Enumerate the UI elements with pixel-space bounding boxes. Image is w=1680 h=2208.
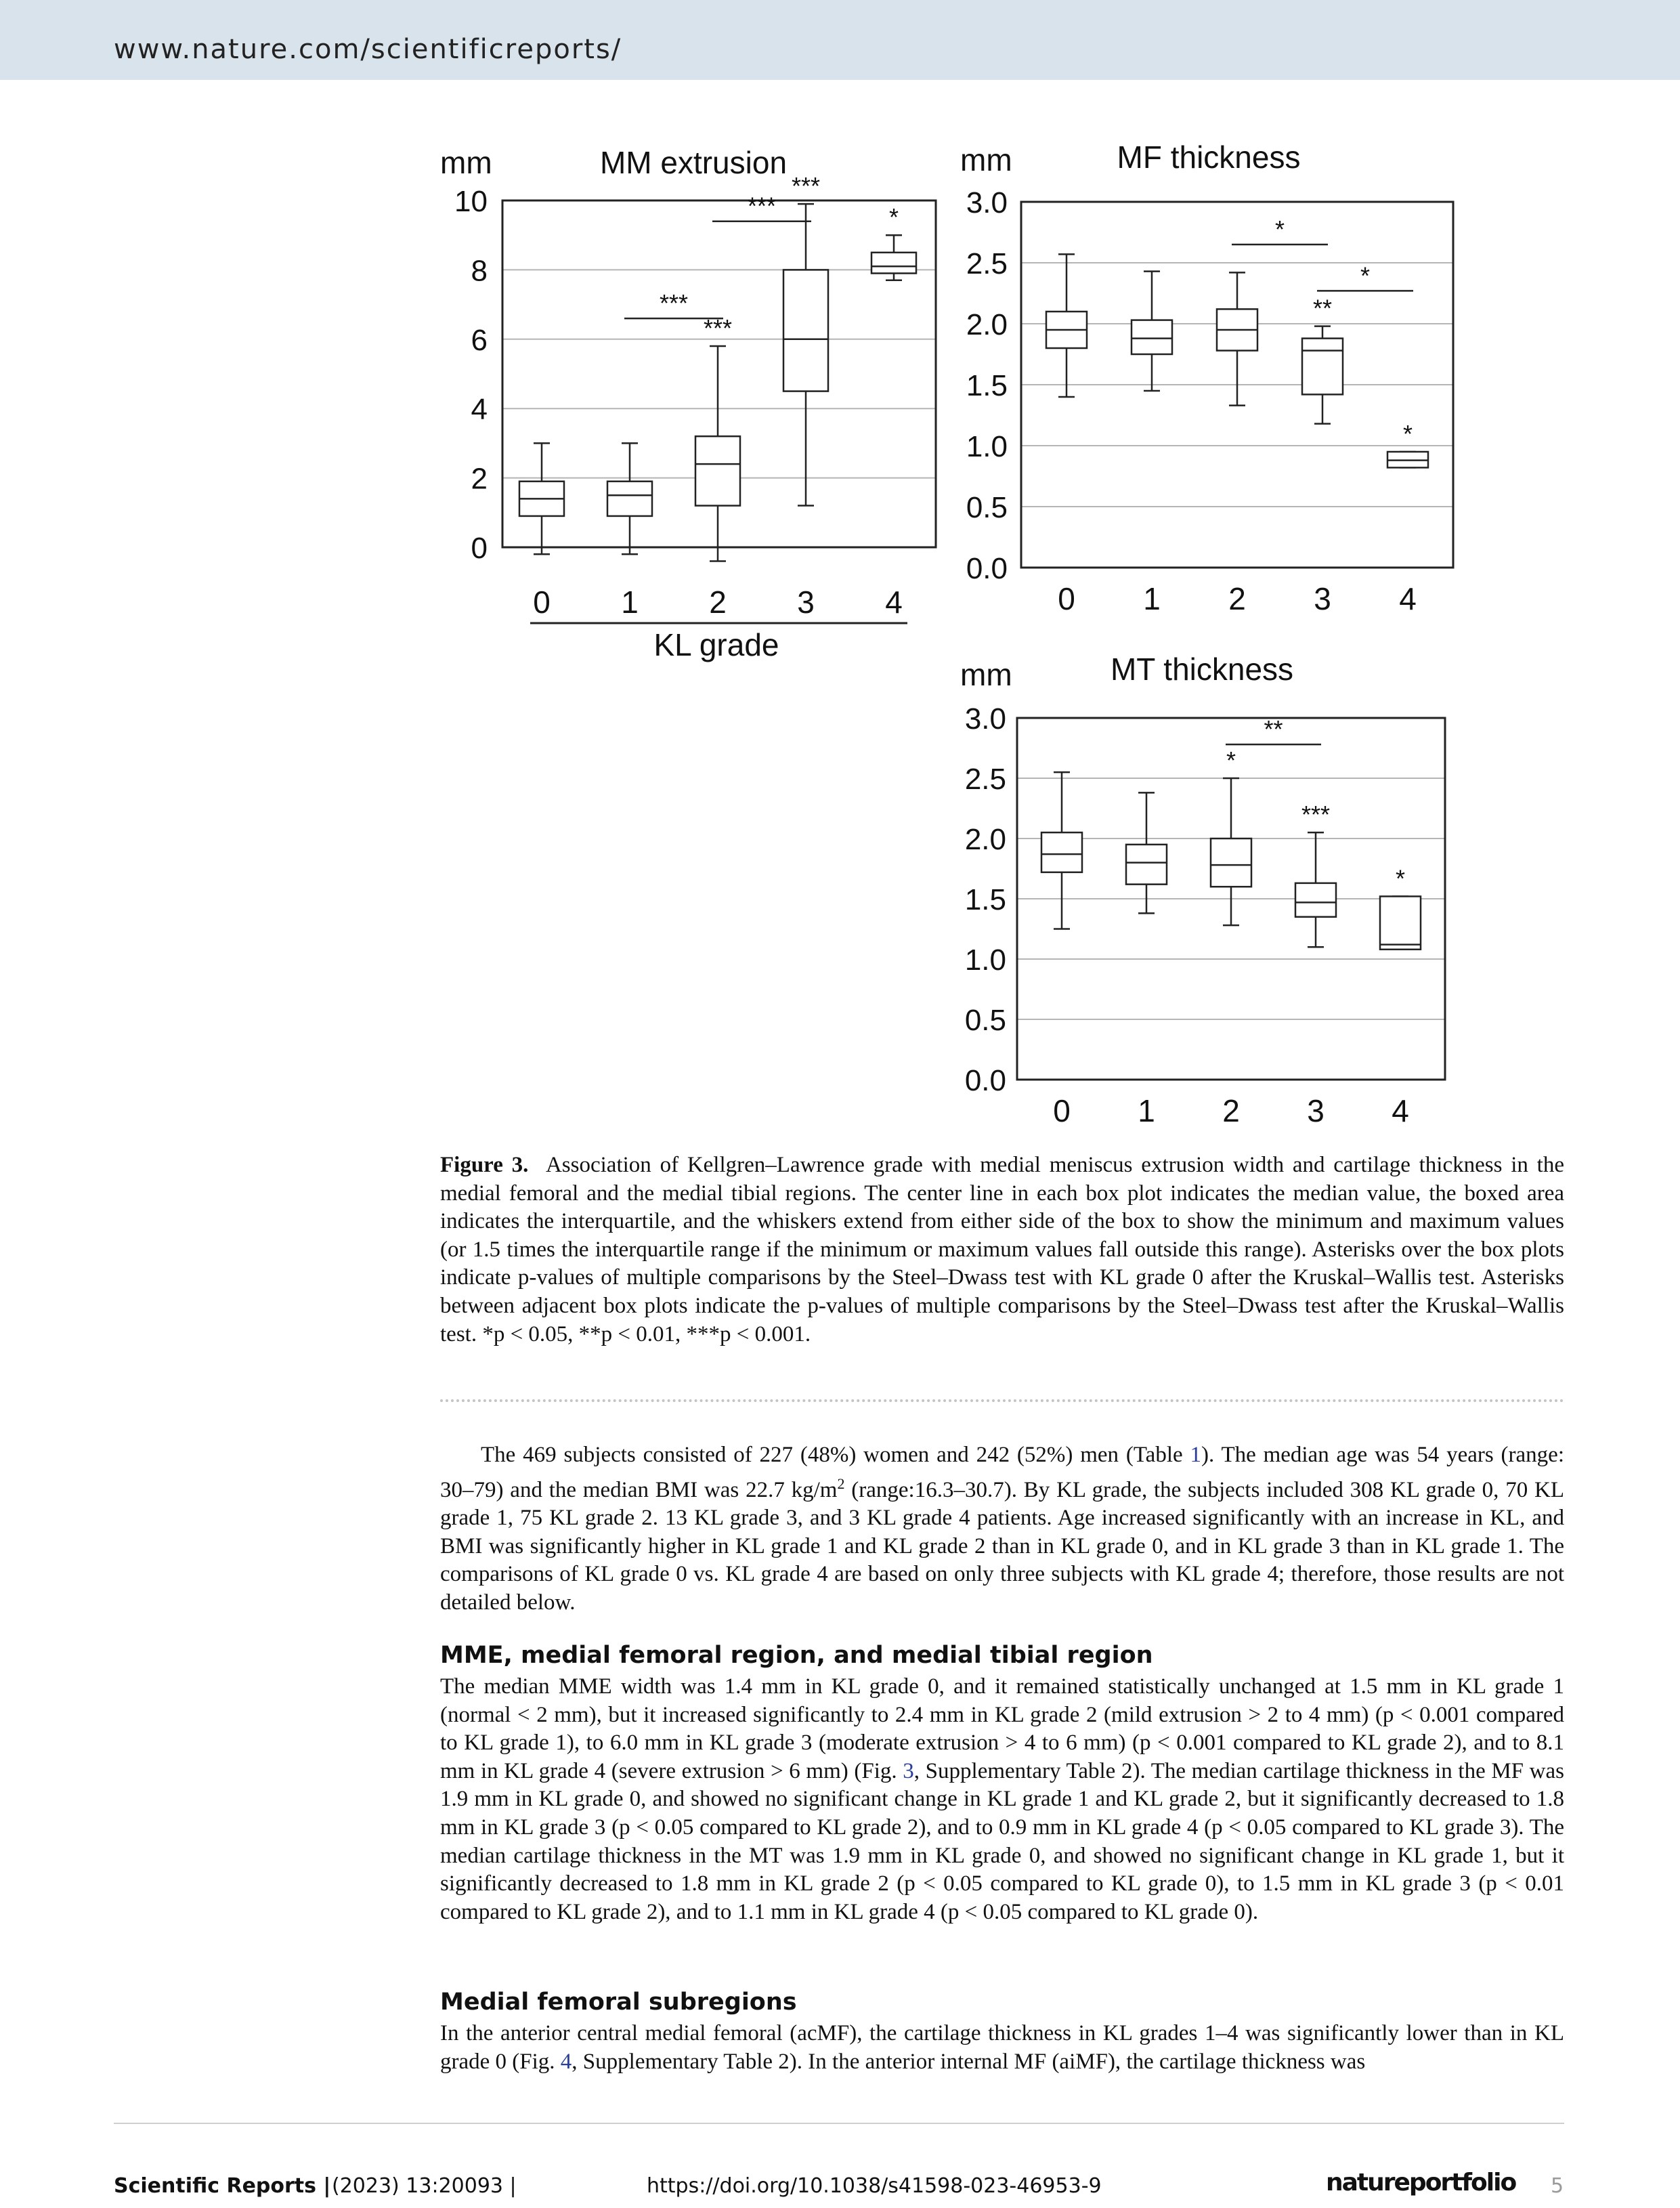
- y-tick-label: 0: [471, 532, 488, 565]
- box-grade-1: [607, 443, 652, 554]
- significance-mark: ***: [1301, 801, 1331, 829]
- iqr-box: [783, 270, 828, 391]
- x-tick-label: 1: [1138, 1093, 1155, 1128]
- x-tick-label: 4: [885, 585, 903, 620]
- iqr-box: [1041, 832, 1082, 872]
- x-tick-label: 4: [1399, 581, 1417, 616]
- y-tick-label: 2.0: [966, 308, 1008, 341]
- y-tick-label: 2.5: [966, 247, 1008, 280]
- box-grade-3: [1295, 801, 1336, 947]
- chart-mt: [960, 652, 1293, 692]
- iqr-box: [607, 482, 652, 516]
- significance-mark: *: [1226, 746, 1236, 774]
- y-tick-label: 3.0: [964, 702, 1006, 736]
- y-tick-label: 8: [471, 254, 488, 288]
- x-tick-label: 0: [533, 585, 551, 620]
- significance-mark: *: [888, 203, 899, 232]
- footer-citation: (2023) 13:20093 |: [332, 2174, 517, 2198]
- paragraph-mme: The median MME width was 1.4 mm in KL grade 0, and it remained statistically unchanged at 1.5 mm in KL grade 1 (normal < 2 mm), but it increased significantly to 2.4 mm in KL grade 2 (mild extrusion > 2 to 4 mm) (p < 0.001 compared to KL grade 1), to 6.0 mm in KL grade 3 (moderate extrusion > 4 to 6 mm) (p < 0.001 compared to KL grade 2), and to 8.1 mm in KL grade 4 (severe extrusion > 6 mm) (Fig. 3, Supplementary Table 2). The median cartilage thickness in the MF was 1.9 mm in KL grade 0, and showed no significant change in KL grade 1 and KL grade 2, but it significantly decreased to 1.8 mm in KL grade 3 (p < 0.05 compared to KL grade 2), and to 0.9 mm in KL grade 4 (p < 0.05 compared to KL grade 3). The median cartilage thickness in the MT was 1.9 mm in KL grade 0, and showed no significant change in KL grade 1, but it significantly decreased to 1.8 mm in KL grade 2 (p < 0.05 compared to KL grade 0), to 1.5 mm in KL grade 3 (p < 0.01 compared to KL grade 2), and to 1.1 mm in KL grade 4 (p < 0.05 compared to KL grade 0).: [440, 1674, 1564, 1924]
- figure-caption: [440, 1151, 1564, 1349]
- x-tick-label: 2: [1228, 581, 1246, 616]
- x-tick-label: 1: [1143, 581, 1161, 616]
- significance-mark: **: [1312, 294, 1333, 322]
- x-tick-label: 2: [1222, 1093, 1240, 1128]
- significance-mark: *: [1402, 420, 1413, 448]
- box-grade-0: [1041, 772, 1082, 929]
- box-grade-3: [1302, 295, 1343, 424]
- box-grade-4: [1380, 864, 1421, 949]
- comparison-label: *: [1274, 215, 1285, 243]
- table-1-link[interactable]: 1: [1190, 1443, 1201, 1467]
- y-tick-label: 0.5: [964, 1004, 1006, 1037]
- chart-mt-marks: [965, 702, 1445, 1128]
- y-tick-label: 0.0: [964, 1064, 1006, 1097]
- chart-mme-xlabel: KL grade: [653, 627, 779, 662]
- site-url[interactable]: www.nature.com/scientificreports/: [114, 34, 622, 65]
- x-tick-label: 1: [621, 585, 639, 620]
- y-tick-label: 1.0: [964, 943, 1006, 977]
- figure-4-link[interactable]: 4: [560, 2049, 572, 2074]
- y-tick-label: 6: [471, 323, 488, 357]
- x-tick-label: 0: [1053, 1093, 1071, 1128]
- iqr-box: [1380, 896, 1421, 949]
- box-grade-3: [783, 172, 828, 505]
- chart-mf-unit: mm: [960, 142, 1012, 177]
- chart-mme-marks: [454, 172, 936, 623]
- y-tick-label: 0.0: [966, 552, 1008, 585]
- nature-portfolio-logo: natureportfolio: [1326, 2169, 1516, 2196]
- footer-rule: [114, 2123, 1564, 2124]
- iqr-box: [1126, 845, 1167, 885]
- section-heading-mme: MME, medial femoral region, and medial tibial region: [440, 1642, 1153, 1669]
- chart-mt-title: MT thickness: [1110, 652, 1294, 687]
- y-tick-label: 2.5: [964, 763, 1006, 796]
- iqr-box: [1211, 838, 1251, 887]
- iqr-box: [1132, 320, 1172, 354]
- comparison-label: *: [1360, 261, 1371, 290]
- box-grade-4: [1387, 420, 1428, 467]
- comparison-label: ***: [659, 289, 689, 318]
- box-grade-2: [695, 314, 740, 561]
- iqr-box: [1295, 883, 1336, 917]
- chart-mme-title: MM extrusion: [599, 145, 788, 180]
- iqr-box: [695, 436, 740, 505]
- y-tick-label: 1.0: [966, 430, 1008, 463]
- box-grade-0: [1046, 254, 1087, 397]
- x-tick-label: 4: [1392, 1093, 1409, 1128]
- chart-mf-marks: [966, 186, 1453, 616]
- figure-3-link[interactable]: 3: [903, 1758, 914, 1783]
- comparison-label: ***: [747, 192, 777, 220]
- y-tick-label: 10: [454, 185, 488, 218]
- x-tick-label: 2: [709, 585, 727, 620]
- page-number: 5: [1551, 2174, 1564, 2198]
- iqr-box: [871, 253, 916, 274]
- x-tick-label: 0: [1058, 581, 1075, 616]
- comparison-label: **: [1264, 715, 1283, 744]
- significance-mark: *: [1395, 864, 1406, 893]
- y-tick-label: 1.5: [966, 369, 1008, 402]
- separator: [440, 1399, 1564, 1402]
- y-tick-label: 0.5: [966, 491, 1008, 524]
- iqr-box: [1302, 339, 1343, 395]
- paragraph-subjects: The 469 subjects consisted of 227 (48%) women and 242 (52%) men (Table 1). The median age was 54 years (range: 30–79) and the median BMI was 22.7 $kg/m^2$ (range:16.3–30.7). By KL grade, the subjects included 308 KL grade 0, 70 KL grade 1, 75 KL grade 2. 13 KL grade 3, and 3 KL grade 4 patients. Age increased significantly with an increase in KL, and BMI was significantly higher in KL grade 1 and KL grade 2 than in KL grade 0, and in KL grade 3 than in KL grade 1. The comparisons of KL grade 0 vs. KL grade 4 are based on only three subjects with KL grade 4; therefore, those results are not detailed below.: [440, 1443, 1565, 1615]
- chart-mf: [960, 140, 1300, 177]
- footer-journal: Scientific Reports |: [114, 2174, 331, 2198]
- box-grade-2: [1217, 272, 1257, 405]
- chart-mf-title: MF thickness: [1117, 140, 1301, 175]
- y-tick-label: 4: [471, 393, 488, 427]
- box-grade-0: [519, 443, 564, 554]
- y-tick-label: 2: [471, 462, 488, 496]
- box-grade-1: [1132, 272, 1172, 391]
- chart-mme-unit: mm: [440, 145, 492, 180]
- chart-mt-unit: mm: [960, 657, 1012, 692]
- chart-mme: [440, 145, 787, 662]
- section-heading-femoral-subregions: Medial femoral subregions: [440, 1989, 797, 2016]
- x-tick-label: 3: [1307, 1093, 1324, 1128]
- box-grade-4: [871, 203, 916, 280]
- y-tick-label: 1.5: [964, 883, 1006, 916]
- significance-mark: ***: [703, 314, 733, 343]
- box-grade-1: [1126, 792, 1167, 913]
- x-tick-label: 3: [797, 585, 815, 620]
- x-tick-label: 3: [1314, 581, 1331, 616]
- paragraph-femoral-subregions: In the anterior central medial femoral (acMF), the cartilage thickness in KL grades 1–4 was significantly lower than in KL grade 0 (Fig. 4, Supplementary Table 2). In the anterior internal MF (aiMF), the cartilage thickness was: [440, 2021, 1564, 2074]
- significance-mark: ***: [791, 172, 821, 200]
- y-tick-label: 2.0: [964, 823, 1006, 856]
- caption-text: Association of Kellgren–Lawrence grade with medial meniscus extrusion width and cartilage thickness in the medial femoral and the medial tibial regions. The center line in each box plot indicates the median value, the boxed area indicates the interquartile, and the whiskers extend from either side of the box to show the minimum and maximum values (or 1.5 times the interquartile range if the minimum or maximum values fall outside this range). Asterisks over the box plots indicate p-values of multiple comparisons by the Steel–Dwass test with KL grade 0 after the Kruskal–Wallis test. Asterisks between adjacent box plots indicate the p-values of multiple comparisons by the Steel–Dwass test after the Kruskal–Wallis test. *p < 0.05, **p < 0.01, ***p < 0.001.: [440, 1153, 1564, 1346]
- y-tick-label: 3.0: [966, 186, 1008, 219]
- caption-label: Figure 3.: [440, 1153, 529, 1177]
- footer-doi-link[interactable]: https://doi.org/10.1038/s41598-023-46953-9: [647, 2174, 1102, 2198]
